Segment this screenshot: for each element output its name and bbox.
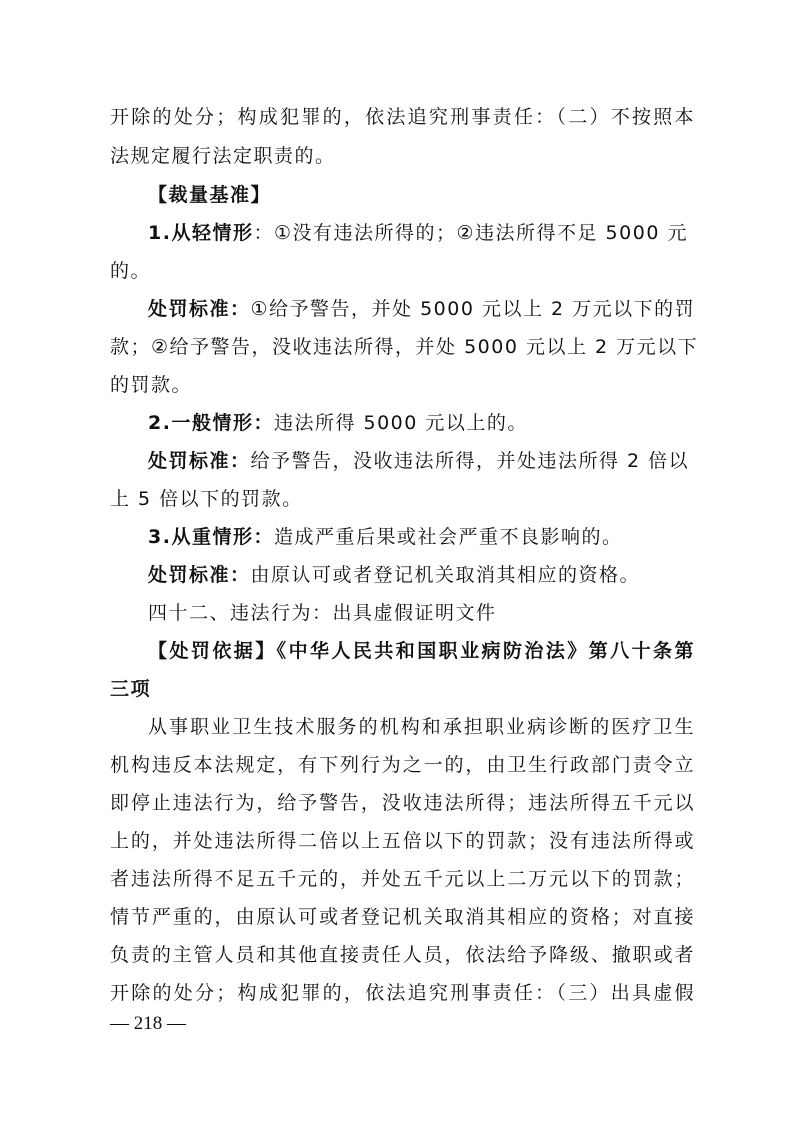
text-line: 情节严重的，由原认可或者登记机关取消其相应的资格；对直接 — [110, 906, 695, 928]
text-line — [148, 524, 695, 551]
text-line: 的。 — [110, 260, 152, 282]
text-line: 上 5 倍以下的罚款。 — [110, 488, 303, 510]
section-heading: 【裁量基准】 — [148, 184, 272, 206]
label-mild: 1.从轻情形 — [148, 222, 254, 244]
label-penalty: 处罚标准： — [148, 564, 251, 586]
label-severe: 3.从重情形： — [148, 526, 274, 548]
text-span: 造成严重后果或社会严重不良影响的。 — [273, 526, 623, 548]
text-line: 上的，并处违法所得二倍以上五倍以下的罚款；没有违法所得或 — [110, 830, 695, 852]
page-number: — 218 — — [110, 1013, 186, 1034]
text-line: 即停止违法行为，给予警告，没收违法所得；违法所得五千元以 — [110, 792, 695, 814]
text-line — [148, 410, 695, 437]
text-span: 违法所得 5000 元以上的。 — [273, 412, 528, 434]
article-heading: 四十二、违法行为：出具虚假证明文件 — [148, 602, 497, 624]
text-line: 开除的处分；构成犯罪的，依法追究刑事责任：（二）不按照本 — [110, 106, 695, 128]
text-line — [148, 296, 695, 323]
text-line: 从事职业卫生技术服务的机构和承担职业病诊断的医疗卫生 — [148, 716, 695, 738]
text-span: 给予警告，没收违法所得，并处违法所得 2 倍以 — [250, 450, 690, 472]
text-line — [148, 448, 695, 475]
legal-basis-heading: 【处罚依据】《中华人民共和国职业病防治法》第八十条第 — [148, 640, 695, 662]
text-line: 开除的处分；构成犯罪的，依法追究刑事责任：（三）出具虚假 — [110, 982, 695, 1004]
text-span: ：①没有违法所得的；②违法所得不足 5000 元 — [253, 222, 688, 244]
text-line: 法规定履行法定职责的。 — [110, 145, 336, 167]
legal-basis-heading-cont: 三项 — [110, 678, 152, 700]
text-line — [148, 220, 695, 247]
text-line: 者违法所得不足五千元的，并处五千元以上二万元以下的罚款； — [110, 868, 695, 890]
text-line — [148, 562, 695, 589]
label-penalty: 处罚标准： — [148, 298, 251, 320]
text-line: 负责的主管人员和其他直接责任人员，依法给予降级、撤职或者 — [110, 944, 695, 966]
text-span: 由原认可或者登记机关取消其相应的资格。 — [250, 564, 641, 586]
text-line: 机构违反本法规定，有下列行为之一的，由卫生行政部门责令立 — [110, 754, 695, 776]
text-line: 的罚款。 — [110, 374, 193, 396]
text-line: 款；②给予警告，没收违法所得，并处 5000 元以上 2 万元以下 — [110, 336, 699, 358]
text-span: ①给予警告，并处 5000 元以上 2 万元以下的罚 — [250, 298, 696, 320]
label-general: 2.一般情形： — [148, 412, 274, 434]
label-penalty: 处罚标准： — [148, 450, 251, 472]
